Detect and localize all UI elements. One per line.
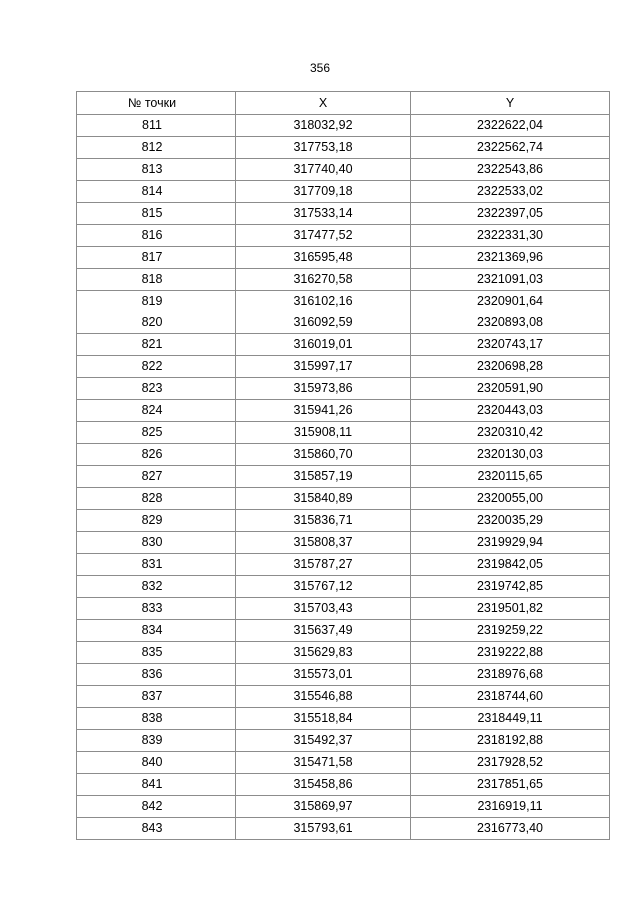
table-row: [77, 752, 610, 774]
point-number-cell: 833: [77, 598, 236, 620]
table-row: [77, 225, 610, 247]
table-row: [77, 356, 610, 378]
point-number-cell: 819: [77, 291, 236, 313]
point-number-cell: 815: [77, 203, 236, 225]
x-coordinate-cell: 316019,01: [236, 334, 411, 356]
header-x: X: [236, 92, 411, 115]
table-row: [77, 576, 610, 598]
y-coordinate-cell: 2322331,30: [411, 225, 610, 247]
point-number-cell: 832: [77, 576, 236, 598]
table-row: [77, 137, 610, 159]
point-number-cell: 826: [77, 444, 236, 466]
y-coordinate-cell: 2319929,94: [411, 532, 610, 554]
y-coordinate-cell: 2318744,60: [411, 686, 610, 708]
table-row: [77, 708, 610, 730]
point-number-cell: 824: [77, 400, 236, 422]
x-coordinate-cell: 315997,17: [236, 356, 411, 378]
table-row: [77, 269, 610, 291]
point-number-cell: 814: [77, 181, 236, 203]
x-coordinate-cell: 317753,18: [236, 137, 411, 159]
y-coordinate-cell: 2320591,90: [411, 378, 610, 400]
point-number-cell: 822: [77, 356, 236, 378]
point-number-cell: 840: [77, 752, 236, 774]
point-number-cell: 839: [77, 730, 236, 752]
table-row: [77, 291, 610, 313]
table-row: [77, 203, 610, 225]
y-coordinate-cell: 2319742,85: [411, 576, 610, 598]
point-number-cell: 813: [77, 159, 236, 181]
x-coordinate-cell: 318032,92: [236, 115, 411, 137]
y-coordinate-cell: 2320743,17: [411, 334, 610, 356]
table-body: [77, 115, 610, 840]
x-coordinate-cell: 315492,37: [236, 730, 411, 752]
y-coordinate-cell: 2317851,65: [411, 774, 610, 796]
y-coordinate-cell: 2320443,03: [411, 400, 610, 422]
point-number-cell: 831: [77, 554, 236, 576]
table-row: [77, 400, 610, 422]
y-coordinate-cell: 2318449,11: [411, 708, 610, 730]
y-coordinate-cell: 2320035,29: [411, 510, 610, 532]
point-number-cell: 830: [77, 532, 236, 554]
x-coordinate-cell: 316270,58: [236, 269, 411, 291]
x-coordinate-cell: 315471,58: [236, 752, 411, 774]
point-number-cell: 812: [77, 137, 236, 159]
table-row: [77, 312, 610, 334]
page-number: 356: [309, 61, 331, 75]
point-number-cell: 823: [77, 378, 236, 400]
table-row: [77, 422, 610, 444]
x-coordinate-cell: 315941,26: [236, 400, 411, 422]
table-row: [77, 796, 610, 818]
table-row: [77, 115, 610, 137]
y-coordinate-cell: 2321369,96: [411, 247, 610, 269]
point-number-cell: 817: [77, 247, 236, 269]
x-coordinate-cell: 315836,71: [236, 510, 411, 532]
x-coordinate-cell: 315546,88: [236, 686, 411, 708]
point-number-cell: 829: [77, 510, 236, 532]
y-coordinate-cell: 2319501,82: [411, 598, 610, 620]
x-coordinate-cell: 315458,86: [236, 774, 411, 796]
point-number-cell: 838: [77, 708, 236, 730]
x-coordinate-cell: 315860,70: [236, 444, 411, 466]
y-coordinate-cell: 2322533,02: [411, 181, 610, 203]
x-coordinate-cell: 315573,01: [236, 664, 411, 686]
x-coordinate-cell: 315808,37: [236, 532, 411, 554]
x-coordinate-cell: 316595,48: [236, 247, 411, 269]
x-coordinate-cell: 315767,12: [236, 576, 411, 598]
point-number-cell: 843: [77, 818, 236, 840]
x-coordinate-cell: 315840,89: [236, 488, 411, 510]
x-coordinate-cell: 315869,97: [236, 796, 411, 818]
point-number-cell: 828: [77, 488, 236, 510]
y-coordinate-cell: 2320115,65: [411, 466, 610, 488]
y-coordinate-cell: 2317928,52: [411, 752, 610, 774]
table-header-row: [77, 92, 610, 115]
table-row: [77, 774, 610, 796]
y-coordinate-cell: 2321091,03: [411, 269, 610, 291]
point-number-cell: 835: [77, 642, 236, 664]
table-row: [77, 642, 610, 664]
header-point-number: № точки: [77, 92, 236, 115]
y-coordinate-cell: 2320901,64: [411, 291, 610, 313]
x-coordinate-cell: 315629,83: [236, 642, 411, 664]
table-row: [77, 181, 610, 203]
x-coordinate-cell: 317477,52: [236, 225, 411, 247]
table-row: [77, 510, 610, 532]
point-number-cell: 827: [77, 466, 236, 488]
point-number-cell: 820: [77, 312, 236, 334]
table-row: [77, 378, 610, 400]
y-coordinate-cell: 2318976,68: [411, 664, 610, 686]
y-coordinate-cell: 2320893,08: [411, 312, 610, 334]
y-coordinate-cell: 2320055,00: [411, 488, 610, 510]
y-coordinate-cell: 2322397,05: [411, 203, 610, 225]
point-number-cell: 821: [77, 334, 236, 356]
table-row: [77, 686, 610, 708]
table-row: [77, 159, 610, 181]
x-coordinate-cell: 316092,59: [236, 312, 411, 334]
x-coordinate-cell: 315857,19: [236, 466, 411, 488]
y-coordinate-cell: 2318192,88: [411, 730, 610, 752]
table-row: [77, 598, 610, 620]
point-number-cell: 811: [77, 115, 236, 137]
table-row: [77, 620, 610, 642]
x-coordinate-cell: 315973,86: [236, 378, 411, 400]
y-coordinate-cell: 2316773,40: [411, 818, 610, 840]
x-coordinate-cell: 315703,43: [236, 598, 411, 620]
y-coordinate-cell: 2316919,11: [411, 796, 610, 818]
table-row: [77, 664, 610, 686]
table-row: [77, 818, 610, 840]
x-coordinate-cell: 317533,14: [236, 203, 411, 225]
table-row: [77, 532, 610, 554]
y-coordinate-cell: 2319222,88: [411, 642, 610, 664]
table-row: [77, 334, 610, 356]
x-coordinate-cell: 315637,49: [236, 620, 411, 642]
x-coordinate-cell: 317709,18: [236, 181, 411, 203]
table-row: [77, 554, 610, 576]
y-coordinate-cell: 2319842,05: [411, 554, 610, 576]
x-coordinate-cell: 315908,11: [236, 422, 411, 444]
y-coordinate-cell: 2322622,04: [411, 115, 610, 137]
table-row: [77, 444, 610, 466]
point-number-cell: 818: [77, 269, 236, 291]
coordinates-table: [76, 91, 610, 840]
x-coordinate-cell: 315518,84: [236, 708, 411, 730]
point-number-cell: 842: [77, 796, 236, 818]
x-coordinate-cell: 315793,61: [236, 818, 411, 840]
table-row: [77, 488, 610, 510]
header-y: Y: [411, 92, 610, 115]
y-coordinate-cell: 2320130,03: [411, 444, 610, 466]
point-number-cell: 825: [77, 422, 236, 444]
table-row: [77, 247, 610, 269]
y-coordinate-cell: 2319259,22: [411, 620, 610, 642]
point-number-cell: 836: [77, 664, 236, 686]
table-row: [77, 466, 610, 488]
point-number-cell: 841: [77, 774, 236, 796]
point-number-cell: 834: [77, 620, 236, 642]
x-coordinate-cell: 315787,27: [236, 554, 411, 576]
y-coordinate-cell: 2322543,86: [411, 159, 610, 181]
y-coordinate-cell: 2320310,42: [411, 422, 610, 444]
point-number-cell: 837: [77, 686, 236, 708]
y-coordinate-cell: 2320698,28: [411, 356, 610, 378]
point-number-cell: 816: [77, 225, 236, 247]
table-row: [77, 730, 610, 752]
x-coordinate-cell: 316102,16: [236, 291, 411, 313]
x-coordinate-cell: 317740,40: [236, 159, 411, 181]
y-coordinate-cell: 2322562,74: [411, 137, 610, 159]
